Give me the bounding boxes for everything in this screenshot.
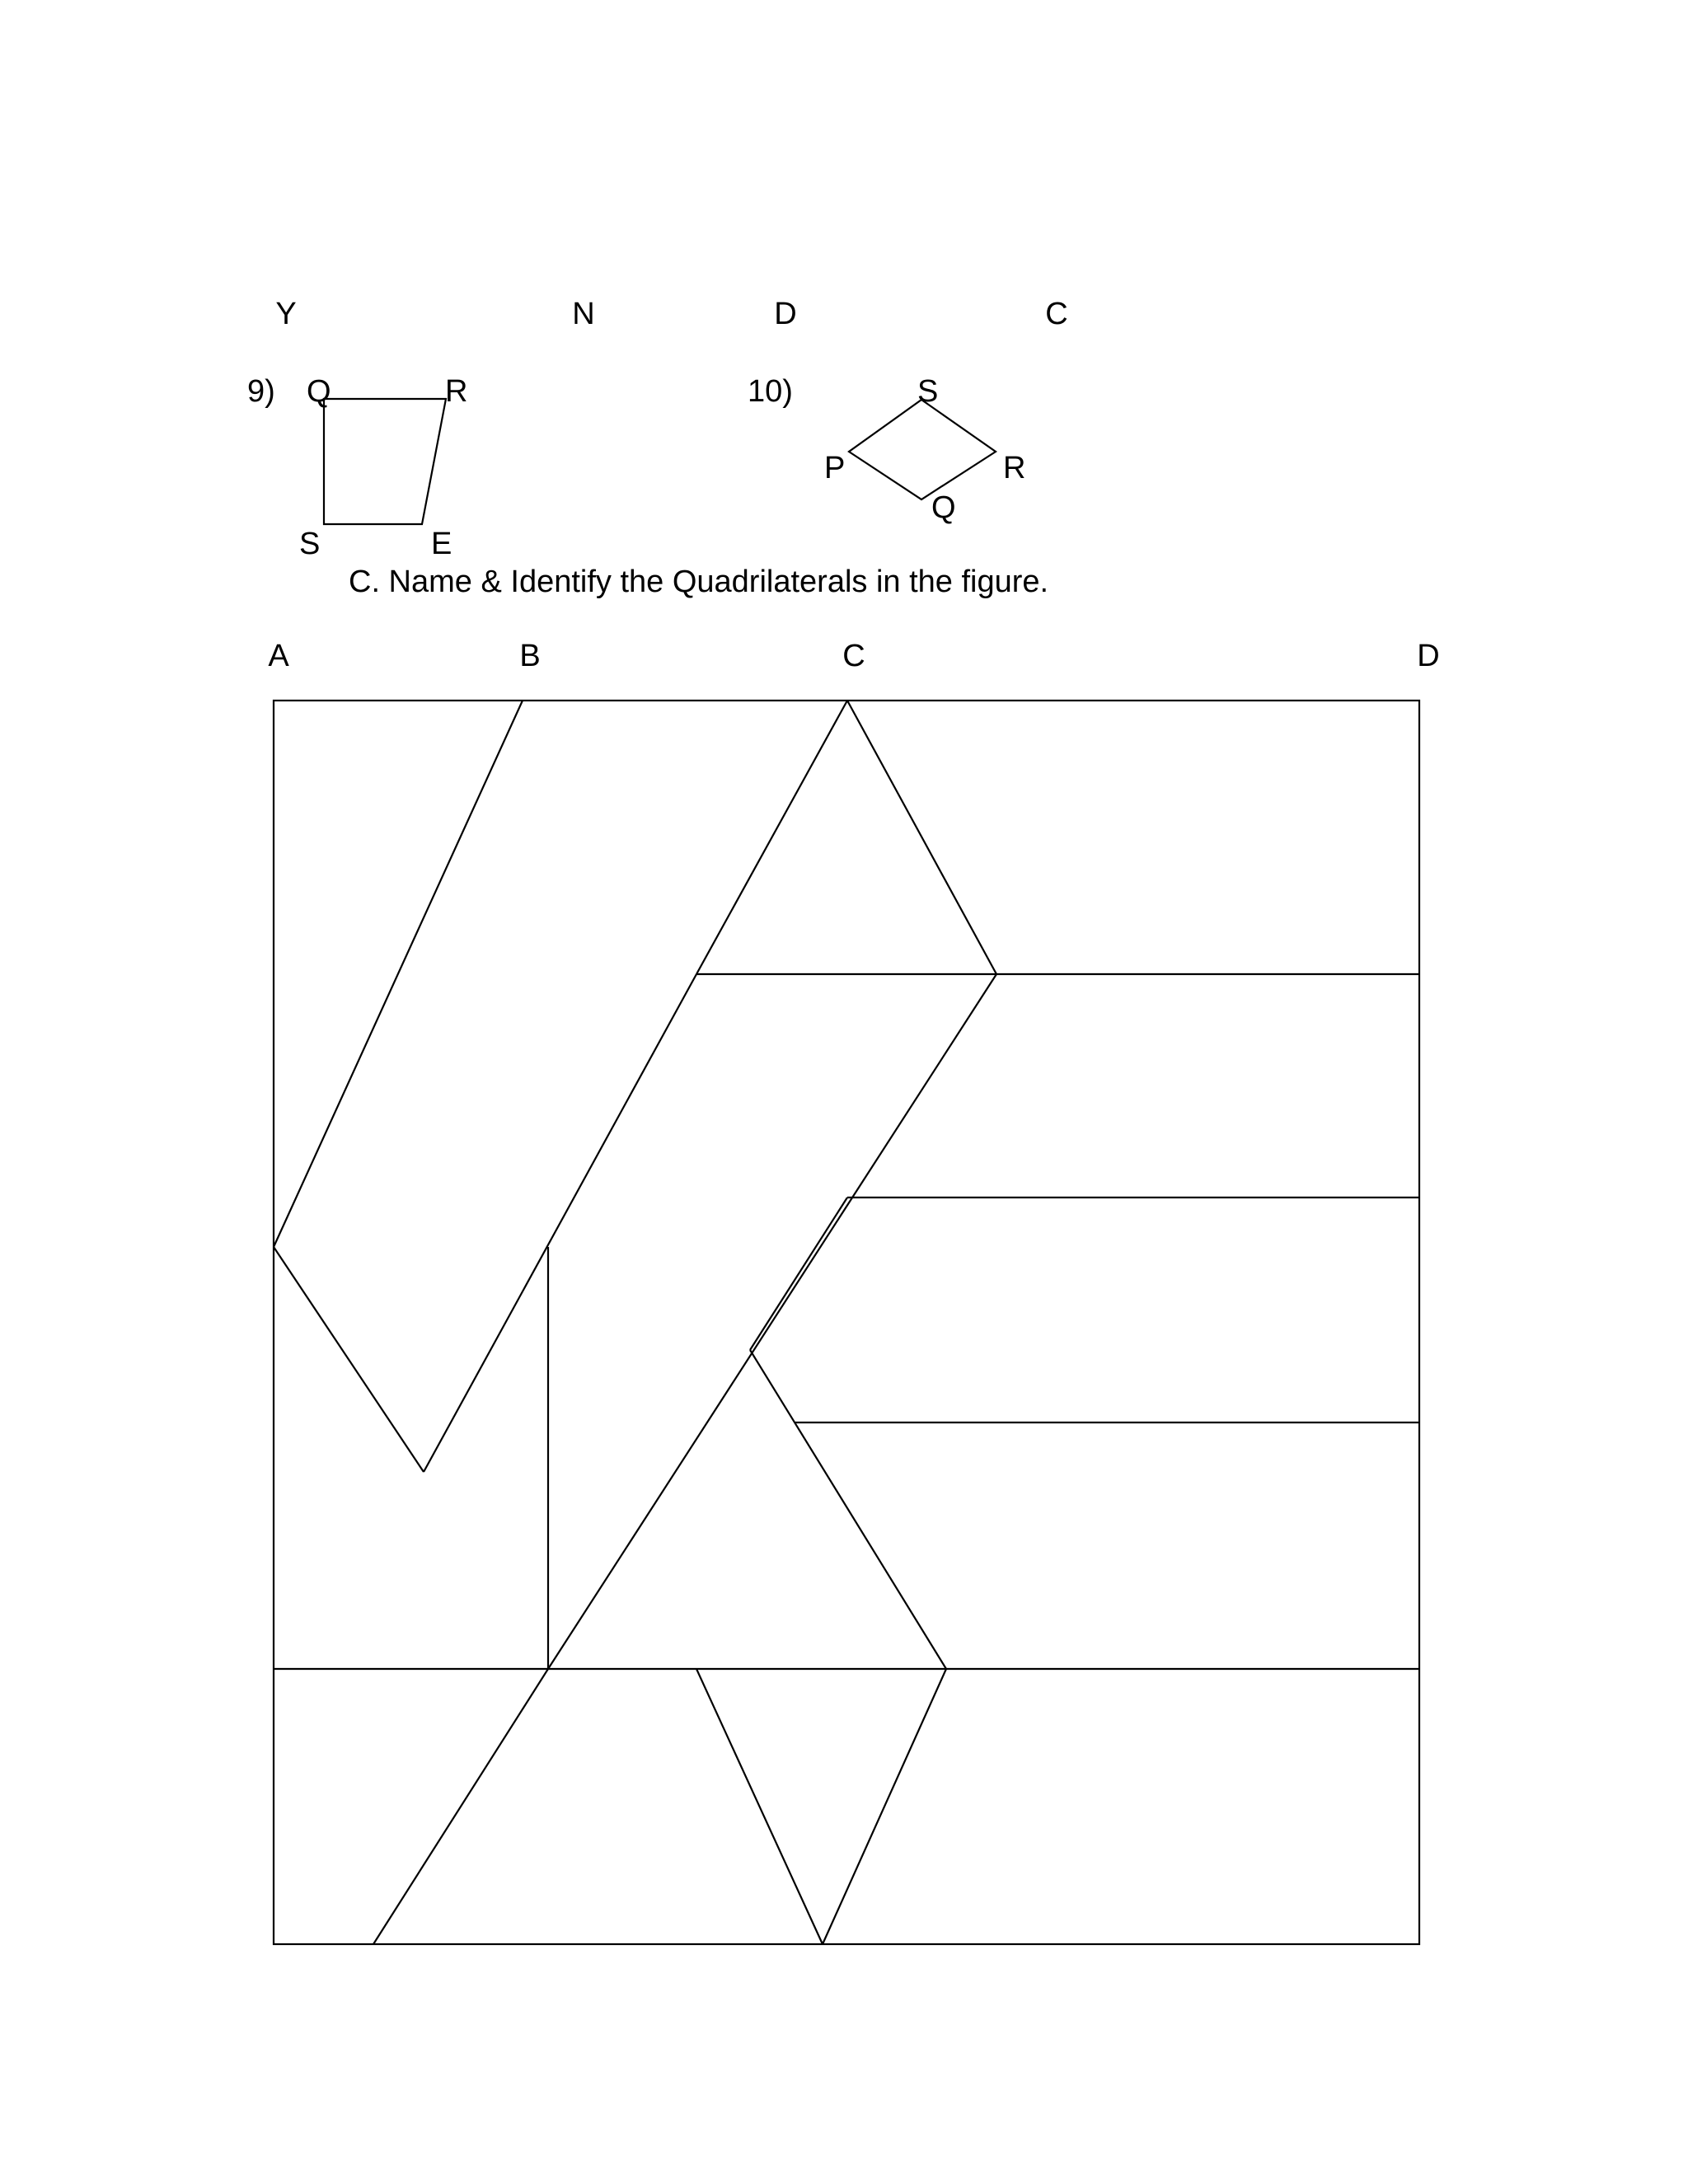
quadrilateral-figure xyxy=(274,701,1419,1944)
column-label-d: D xyxy=(1417,639,1440,673)
figure-border xyxy=(274,701,1419,1944)
figure-line xyxy=(750,1350,946,1669)
answer-row xyxy=(275,297,1067,331)
vertex-label-r: R xyxy=(445,374,468,409)
figure-line xyxy=(274,1247,424,1472)
vertex-label-p: P xyxy=(824,451,846,485)
figure-column-labels xyxy=(268,639,1439,673)
answer-letter: Y xyxy=(275,297,297,331)
vertex-label-q: Q xyxy=(307,374,331,409)
column-label-a: A xyxy=(268,639,289,673)
column-label-b: B xyxy=(519,639,541,673)
answer-letter: N xyxy=(572,297,595,331)
figure-line xyxy=(847,701,996,974)
quadrilateral-psrq xyxy=(849,400,996,499)
figure-line xyxy=(823,1669,946,1944)
vertex-label-s: S xyxy=(299,527,321,561)
section-c-instruction: C. Name & Identify the Quadrilaterals in the figure. xyxy=(349,565,1049,599)
answer-letter: C xyxy=(1045,297,1068,331)
figure-line xyxy=(696,1669,823,1944)
vertex-label-q: Q xyxy=(931,490,956,525)
vertex-label-r: R xyxy=(1003,451,1026,485)
figure-line xyxy=(548,974,996,1669)
problem-number: 10) xyxy=(748,374,793,409)
answer-letter: D xyxy=(774,297,797,331)
column-label-c: C xyxy=(842,639,865,673)
figure-line xyxy=(696,701,847,974)
figure-line xyxy=(424,974,696,1472)
vertex-label-e: E xyxy=(431,527,452,561)
vertex-label-s: S xyxy=(917,374,939,409)
rhombus-shape xyxy=(849,400,996,499)
figure-line xyxy=(373,1669,548,1944)
quadrilateral-qres xyxy=(324,399,446,524)
problem-number: 9) xyxy=(247,374,275,409)
figure-line xyxy=(750,1197,847,1350)
trapezoid-shape xyxy=(324,399,446,524)
problem-10 xyxy=(748,374,1025,525)
problem-9 xyxy=(247,374,467,561)
figure-line xyxy=(274,701,523,1247)
